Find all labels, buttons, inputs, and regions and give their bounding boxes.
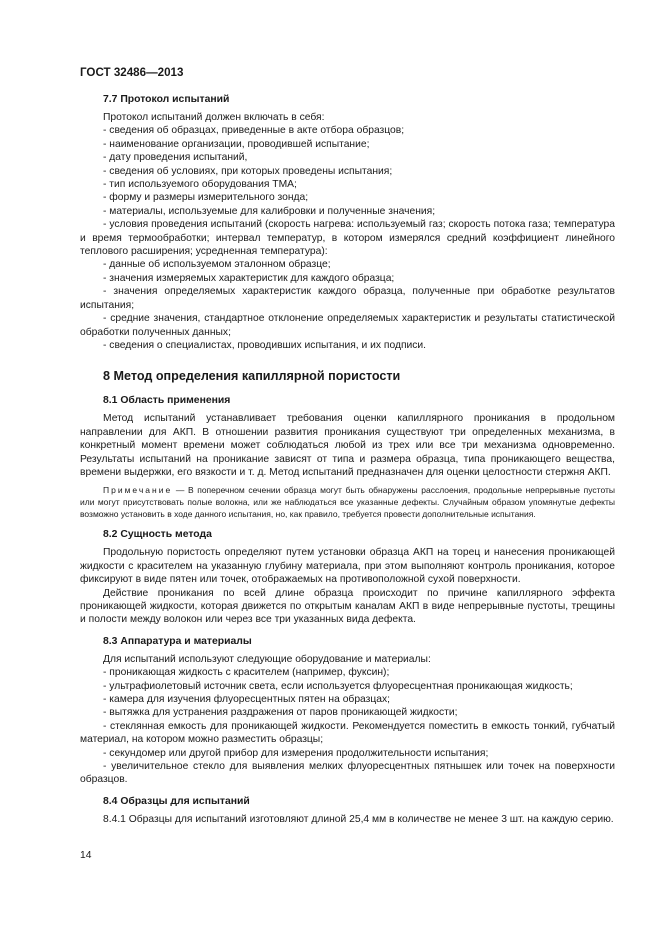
list-item: - стеклянная емкость для проникающей жидкости. Рекомендуется поместить в емкость тонкий, губчатый материал, на котором можно разместить образцы; [80,720,615,746]
list-item: - увеличительное стекло для выявления мелких флуоресцентных пятнышек или точек на поверхности образцов. [80,761,615,786]
section-8-2-paragraph-2: Действие проникания по всей длине образца происходит по причине капиллярного эффекта проникающей жидкости, которая движется по открытым каналам АКП в виде непрерывные пустоты, трещины и полости между волокон или через все три указанных вида дефекта. [80,587,615,626]
list-item: - камера для изучения флуоресцентных пятен на образцах; [103,694,391,705]
page-body [80,52,615,826]
section-7-7-list [80,124,615,352]
section-8-3-intro: Для испытаний используют следующие оборудование и материалы: [103,653,431,665]
section-7-7-intro: Протокол испытаний должен включать в себя: [103,112,325,123]
document-code: ГОСТ 32486—2013 [80,66,184,79]
list-item: - проникающая жидкость с красителем (например, фуксин); [103,667,390,679]
note-text: — В поперечном сечении образца могут быть обнаружены расслоения, продольные непрерывные пустоты или могут присутствовать полые волокна, или же наблюдаться все указанные дефекты. Случайным образом упомянутые дефекты возможно установить в ходе данного испытания, но, как правило, требуется провести дополнительные испытания. [80,485,615,520]
section-8-3-title: 8.3 Аппаратура и материалы [103,635,252,647]
section-8-3-list [80,666,615,787]
note-label: Примечание [103,485,173,496]
list-item: - средние значения, стандартное отклонение определяемых характеристик и результаты статистической обработки полученных данных; [80,313,615,338]
section-8-2-paragraph-1: Продольную пористость определяют путем установки образца АКП на торец и нанесения проникающей жидкости с красителем на указанную глубину материала, при этом выполняют контроль проникания, которое фиксируют в виде пятен или точек, отображаемых на противоположной сухой поверхности. [80,547,615,586]
section-8-4-1-text: 8.4.1 Образцы для испытаний изготовляют длиной 25,4 мм в количестве не менее 3 шт. на каждую серию. [103,813,614,825]
list-item: - вытяжка для устранения раздражения от паров проникающей жидкости; [103,707,458,719]
section-8-4-title: 8.4 Образцы для испытаний [103,795,250,807]
list-item: - секундомер или другой прибор для измерения продолжительности испытания; [103,747,489,759]
section-8-1-title: 8.1 Область применения [103,395,231,407]
list-item: - ультрафиолетовый источник света, если используется флуоресцентная проникающая жидкость; [103,680,573,692]
list-item: - дату проведения испытаний, [103,152,248,164]
list-item: - сведения об условиях, при которых проведены испытания; [103,165,393,177]
list-item: - сведения об образцах, приведенные в акте отбора образцов; [103,125,405,137]
section-8-1-text: Метод испытаний устанавливает требования оценки капиллярного проникания в продольном направлении для АКП. В отношении развития проникания существуют три определенных механизма, в конкретный момент времени может соблюдаться любой из трех или все три механизма одновременно. Результаты испытаний на проникание зависят от типа и размера образца, типа проникающего вещества, времени выдержки, его вязкости и т. д. Метод испытаний предназначен для оценки целостности стержня АКП. [80,413,615,478]
list-item: - материалы, используемые для калибровки и полученные значения; [103,205,436,217]
list-item: - значения определяемых характеристик каждого образца, полученные при обработке результатов испытания; [80,286,615,311]
section-8-title: 8 Метод определения капиллярной пористости [103,369,401,384]
section-8-1-note [80,484,615,520]
page-number: 14 [80,850,92,861]
list-item: - тип используемого оборудования ТМА; [103,179,297,191]
list-item: - данные об используемом эталонном образце; [103,259,331,271]
section-8-2-title: 8.2 Сущность метода [103,529,212,541]
section-7-7-title: 7.7 Протокол испытаний [103,94,230,105]
list-item: - наименование организации, проводившей испытание; [103,138,370,150]
list-item: - форму и размеры измерительного зонда; [103,192,309,204]
list-item: - сведения о специалистах, проводивших испытания, и их подписи. [103,339,427,351]
list-item: - значения измеряемых характеристик для каждого образца; [103,272,395,284]
list-item: - условия проведения испытаний (скорость нагрева: используемый газ; скорость потока газа; температура и время термообработки; интервал температур, в котором измерялся средний коэффициент линейного теплового расширения; усредненная температура): [80,219,615,258]
